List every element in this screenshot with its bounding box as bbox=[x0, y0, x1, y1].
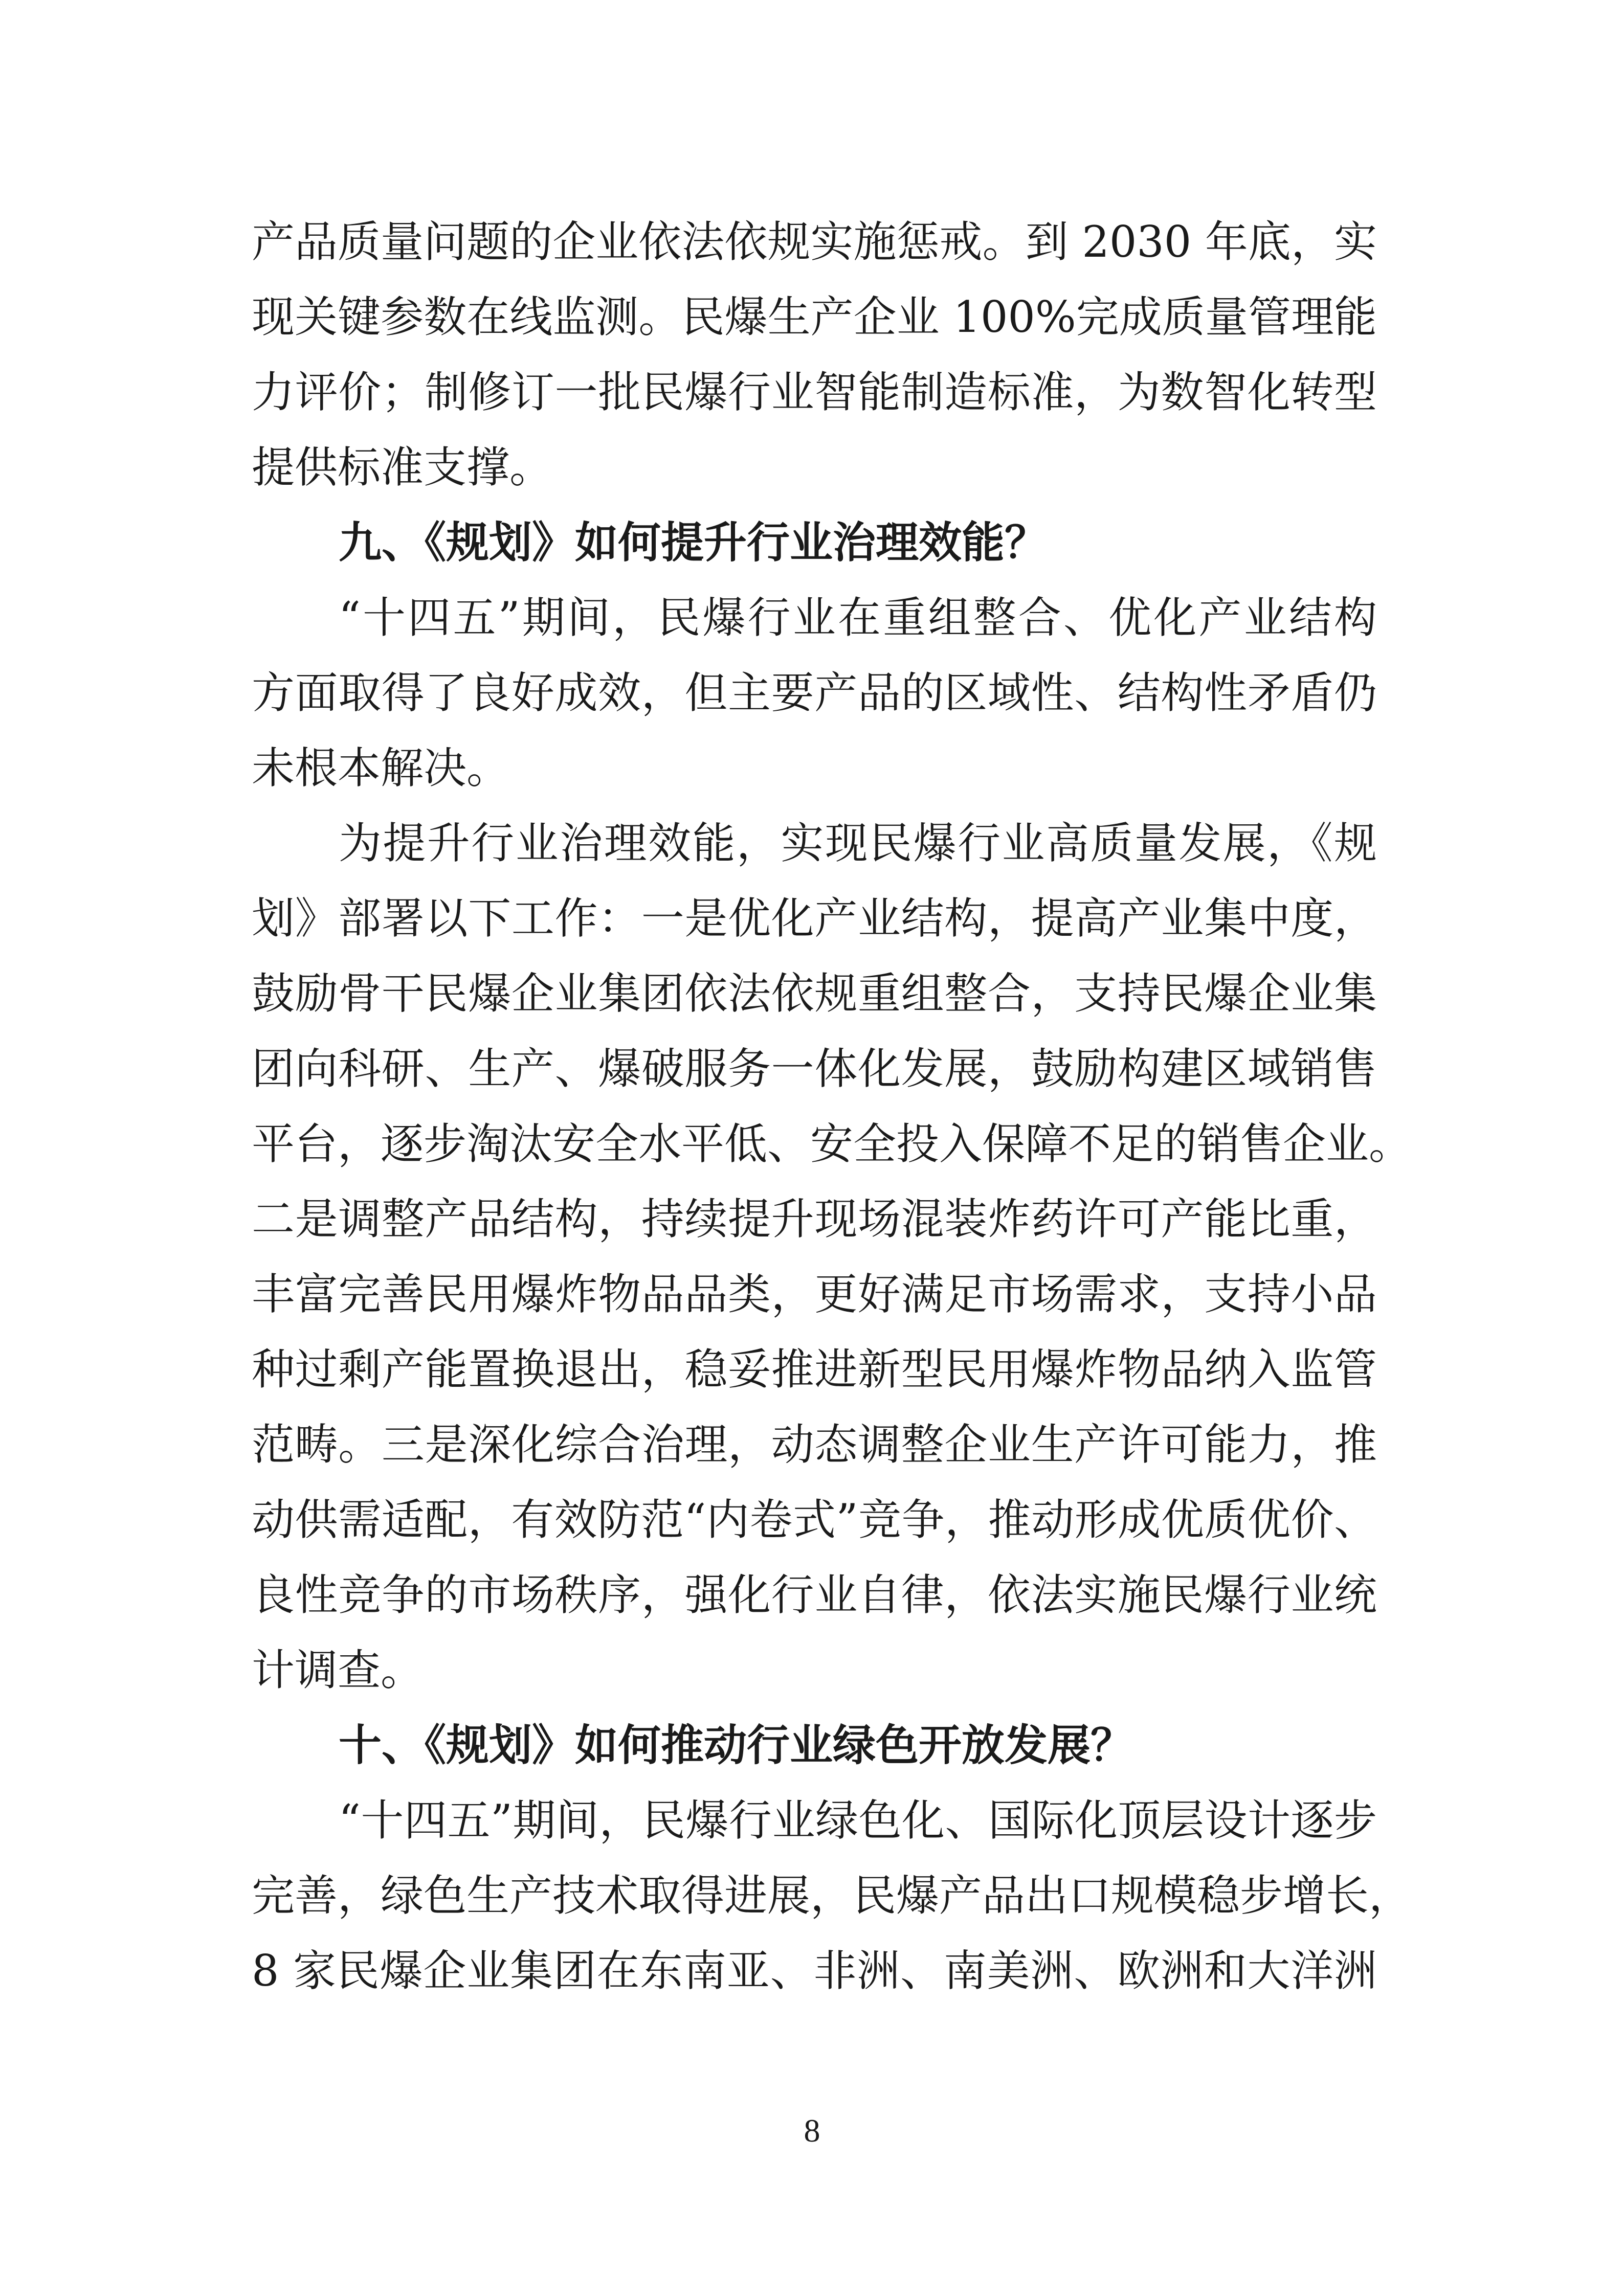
body-paragraph bbox=[252, 580, 1377, 806]
text-line: 现关键参数在线监测。民爆生产企业 100%完成质量管理能 bbox=[252, 292, 1377, 342]
page-number: 8 bbox=[804, 2112, 820, 2149]
text-line: 范畴。三是深化综合治理，动态调整企业生产许可能力，推 bbox=[252, 1420, 1377, 1470]
text-line: 力评价；制修订一批民爆行业智能制造标准，为数智化转型 bbox=[252, 367, 1377, 417]
text-line: “十四五”期间，民爆行业绿色化、国际化顶层设计逐步 bbox=[339, 1795, 1377, 1845]
text-line: 十、《规划》如何推动行业绿色开放发展？ bbox=[339, 1720, 1134, 1770]
text-line: 丰富完善民用爆炸物品品类，更好满足市场需求，支持小品 bbox=[252, 1269, 1377, 1319]
text-line: 良性竞争的市场秩序，强化行业自律，依法实施民爆行业统 bbox=[252, 1570, 1377, 1620]
text-line: 九、《规划》如何提升行业治理效能？ bbox=[339, 517, 1048, 568]
text-line: 未根本解决。 bbox=[252, 743, 510, 793]
section-heading bbox=[252, 505, 1377, 580]
document-body bbox=[252, 205, 1412, 2009]
text-line: 产品质量问题的企业依法依规实施惩戒。到 2030 年底，实 bbox=[252, 217, 1377, 267]
body-paragraph bbox=[252, 1783, 1412, 2009]
text-line: “十四五”期间，民爆行业在重组整合、优化产业结构 bbox=[339, 593, 1377, 643]
text-line: 种过剩产能置换退出，稳妥推进新型民用爆炸物品纳入监管 bbox=[252, 1344, 1377, 1394]
text-line: 提供标准支撑。 bbox=[252, 442, 553, 492]
text-line: 计调查。 bbox=[252, 1645, 424, 1695]
text-line: 二是调整产品结构，持续提升现场混装炸药许可产能比重， bbox=[252, 1194, 1377, 1244]
text-line: 完善，绿色生产技术取得进展，民爆产品出口规模稳步增长， bbox=[252, 1871, 1412, 1921]
section-heading bbox=[252, 1708, 1377, 1783]
text-line: 8 家民爆企业集团在东南亚、非洲、南美洲、欧洲和大洋洲 bbox=[252, 1946, 1377, 1996]
text-line: 方面取得了良好成效，但主要产品的区域性、结构性矛盾仍 bbox=[252, 668, 1377, 718]
text-line: 动供需适配，有效防范“内卷式”竞争，推动形成优质优价、 bbox=[252, 1495, 1377, 1545]
text-line: 鼓励骨干民爆企业集团依法依规重组整合，支持民爆企业集 bbox=[252, 969, 1377, 1019]
text-line: 划》部署以下工作：一是优化产业结构，提高产业集中度， bbox=[252, 893, 1377, 943]
text-line: 平台，逐步淘汰安全水平低、安全投入保障不足的销售企业。 bbox=[252, 1119, 1412, 1169]
body-paragraph bbox=[252, 205, 1377, 505]
text-line: 为提升行业治理效能，实现民爆行业高质量发展，《规 bbox=[339, 818, 1377, 868]
text-line: 团向科研、生产、爆破服务一体化发展，鼓励构建区域销售 bbox=[252, 1044, 1377, 1094]
body-paragraph bbox=[252, 806, 1412, 1708]
